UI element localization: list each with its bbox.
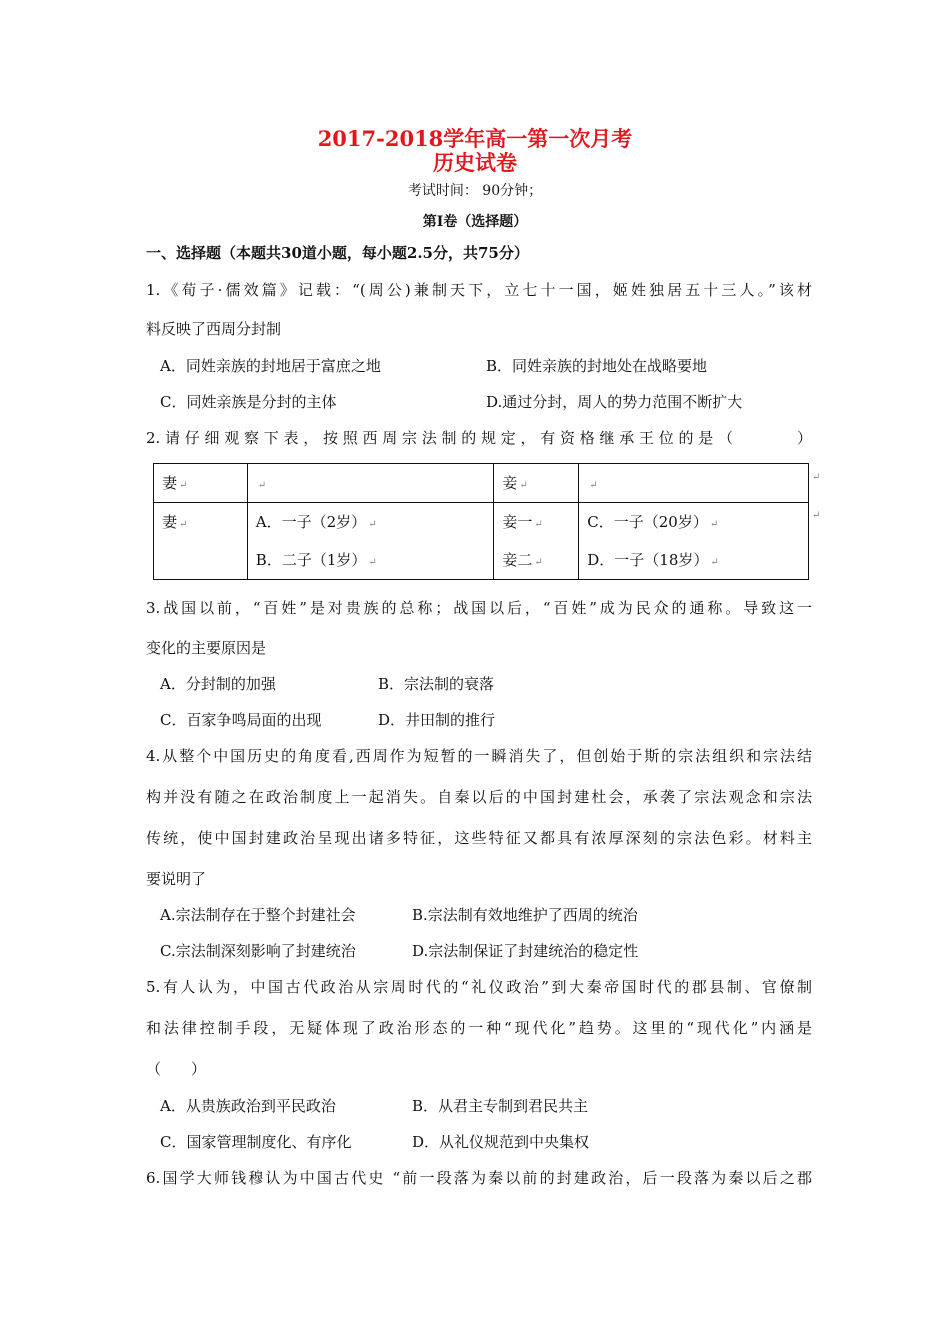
q3-stem-line-1: 3.战国以前，“百姓”是对贵族的总称；战国以后，“百姓”成为民众的通称。导致这一 xyxy=(146,599,812,617)
row-end-mark-icon: ↵ xyxy=(812,510,821,521)
table-cell xyxy=(154,464,248,503)
row-end-mark-icon: ↵ xyxy=(812,472,821,483)
q4-option-a: A.宗法制存在于整个封建社会 xyxy=(160,906,356,924)
paragraph-mark-icon: ↵ xyxy=(534,519,543,530)
exam-subtitle: 历史试卷 xyxy=(433,150,517,175)
paragraph-mark-icon: ↵ xyxy=(710,557,719,568)
paragraph-mark-icon: ↵ xyxy=(179,519,188,530)
q1-option-a: A．同姓亲族的封地居于富庶之地 xyxy=(160,357,381,375)
table-cell xyxy=(494,464,579,503)
q5-stem-line-3: （ ） xyxy=(146,1060,207,1078)
q2-option-c: C．一子（20岁） xyxy=(587,513,708,531)
q1-option-b: B．同姓亲族的封地处在战略要地 xyxy=(486,357,708,375)
paragraph-mark-icon: ↵ xyxy=(534,557,543,568)
q3-option-d: D．井田制的推行 xyxy=(378,711,496,729)
concubine-one-label: 妾一 xyxy=(502,513,533,531)
q5-option-b: B．从君主专制到君民共主 xyxy=(412,1097,589,1115)
paragraph-mark-icon: ↵ xyxy=(589,480,598,491)
paragraph-mark-icon: ↵ xyxy=(368,519,377,530)
q5-option-d: D．从礼仪规范到中央集权 xyxy=(412,1133,590,1151)
table-cell xyxy=(494,503,579,580)
exam-title: 2017-2018学年高一第一次月考 xyxy=(317,126,633,151)
q4-stem-line-1: 4.从整个中国历史的角度看,西周作为短暂的一瞬消失了，但创始于斯的宗法组织和宗法结 xyxy=(146,747,812,765)
table-cell xyxy=(247,464,494,503)
section-heading: 第I卷（选择题） xyxy=(422,214,528,230)
q4-stem-line-3: 传统，使中国封建政治呈现出诸多特征，这些特征又都具有浓厚深刻的宗法色彩。材料主 xyxy=(146,829,812,847)
table-row xyxy=(154,464,809,503)
wife-label: 妻 xyxy=(162,513,178,531)
table-row xyxy=(154,503,809,580)
concubine-two-label: 妾二 xyxy=(502,551,533,569)
q4-stem-line-2: 构并没有随之在政治制度上一起消失。自秦以后的中国封建杜会，承袭了宗法观念和宗法 xyxy=(146,788,812,806)
paragraph-mark-icon: ↵ xyxy=(709,519,719,530)
table-cell xyxy=(154,503,248,580)
q2-stem: 2.请仔细观察下表，按照西周宗法制的规定，有资格继承王位的是（ ） xyxy=(146,429,812,447)
q2-option-d: D．一子（18岁） xyxy=(587,551,709,569)
q4-option-c: C.宗法制深刻影响了封建统治 xyxy=(160,942,356,960)
q4-option-d: D.宗法制保证了封建统治的稳定性 xyxy=(412,942,639,960)
q5-option-c: C．国家管理制度化、有序化 xyxy=(160,1133,352,1151)
q5-stem-line-1: 5.有人认为，中国古代政治从宗周时代的“礼仪政治”到大秦帝国时代的郡县制、官僚制 xyxy=(146,978,812,996)
exam-time: 考试时间： 90分钟； xyxy=(407,183,543,199)
paragraph-mark-icon: ↵ xyxy=(179,480,188,491)
paragraph-mark-icon: ↵ xyxy=(257,480,267,491)
wife-label: 妻 xyxy=(162,474,178,492)
table-cell xyxy=(247,503,494,580)
q4-stem-line-4: 要说明了 xyxy=(146,870,207,888)
q5-option-a: A．从贵族政治到平民政治 xyxy=(160,1097,336,1115)
q1-option-c: C．同姓亲族是分封的主体 xyxy=(160,393,337,411)
q3-option-c: C．百家争鸣局面的出现 xyxy=(160,711,322,729)
concubine-label: 妾 xyxy=(502,474,518,492)
q4-option-b: B.宗法制有效地维护了西周的统治 xyxy=(412,906,638,924)
q2-option-b: B．二子（1岁） xyxy=(255,551,367,569)
succession-table xyxy=(153,463,809,580)
q1-stem-line-2: 料反映了西周分封制 xyxy=(146,320,282,338)
q1-option-d: D.通过分封，周人的势力范围不断扩大 xyxy=(486,393,743,411)
table-cell xyxy=(579,503,809,580)
q2-option-a: A．一子（2岁） xyxy=(255,513,367,531)
part-heading: 一、选择题（本题共30道小题，每小题2.5分，共75分） xyxy=(146,244,529,262)
q3-option-a: A．分封制的加强 xyxy=(160,675,276,693)
q3-option-b: B．宗法制的衰落 xyxy=(378,675,495,693)
paragraph-mark-icon: ↵ xyxy=(519,480,528,491)
q1-stem-line-1: 1.《荀子·儒效篇》记载：“(周公)兼制天下，立七十一国，姬姓独居五十三人。”该材 xyxy=(146,281,812,299)
table-cell xyxy=(579,464,809,503)
paragraph-mark-icon: ↵ xyxy=(368,557,377,568)
q5-stem-line-2: 和法律控制手段，无疑体现了政治形态的一种“现代化”趋势。这里的“现代化”内涵是 xyxy=(146,1019,812,1037)
q3-stem-line-2: 变化的主要原因是 xyxy=(146,639,267,657)
q6-stem-line-1: 6.国学大师钱穆认为中国古代史 “前一段落为秦以前的封建政治，后一段落为秦以后之郡 xyxy=(146,1169,812,1187)
